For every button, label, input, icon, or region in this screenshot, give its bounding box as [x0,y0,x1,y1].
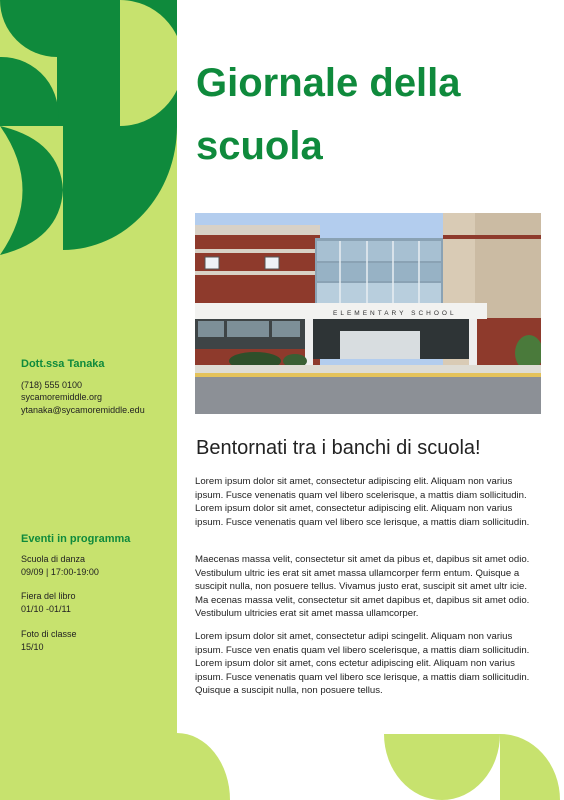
sign-text: ELEMENTARY SCHOOL [333,310,457,317]
event-item-date: 15/10 [21,642,44,652]
event-item-date: 01/10 -01/11 [21,604,71,614]
school-building-illustration [195,213,541,414]
contact-phone: (718) 555 0100 [21,380,83,390]
event-item-name: Scuola di danza [21,554,86,564]
decorative-shapes-top [0,0,177,260]
sidebar [0,0,177,800]
bottom-semicircle-shape [63,126,177,250]
contact-website[interactable]: sycamoremiddle.org [21,392,103,402]
events-title: Eventi in programma [21,533,131,545]
bottom-right-quarter-shape [500,734,560,800]
page-title: Giornale della scuola [196,61,461,168]
article-paragraph: Lorem ipsum dolor sit amet, consectetur adipiscing elit. Aliquam non varius ipsum. Fusce venenatis quam vel libero scelerisque, a mattis diam sollicitudin. Lorem ipsum dolor sit amet, consectetur adipiscing elit. Aliquam non varius ipsum. Fusce venenatis quam vel libero sce lerisque, a mattis diam sollicitudin. [195,476,530,528]
article-paragraph: Lorem ipsum dolor sit amet, consectetur adipi scingelit. Aliquam non varius ipsum. Fusce ven enatis quam vel libero scelerisque, a mattis diam sollicitudin. Lorem ipsum dolor sit amet, cons ectetur adipiscing elit. Aliquam non varius ipsum. Fusce venenatis quam vel libero sce lerisque, a mattis diam sollicitudin. Quisque a suscipit nulla, non posuere tellus. [195,631,530,697]
event-item-name: Fiera del libro [21,591,76,601]
bottom-left-arc-shape [177,733,230,800]
article-paragraph: Maecenas massa velit, consectetur sit amet da pibus et, dapibus sit amet odio. Vestibulum ultric ies erat sit amet massa ullamcorper ferm entum. Quisque a suscipit nulla, non posuere tellus. Vivamus justo erat, suscipit sit amet ultr icie. Ma ecenas massa velit, consectetur sit amet dapibus et, dapibus sit amet odio. Vestibulum ultricies erat sit amet massa ullamcorper. [195,554,530,620]
event-item-date: 09/09 | 17:00-19:00 [21,567,99,577]
contact-name: Dott.ssa Tanaka [21,358,105,370]
contact-email[interactable]: ytanaka@sycamoremiddle.edu [21,405,145,415]
article-headline: Bentornati tra i banchi di scuola! [196,437,481,459]
school-photo [195,213,541,414]
event-item-name: Foto di classe [21,629,77,639]
bottom-right-semicircle-shape [384,734,500,800]
